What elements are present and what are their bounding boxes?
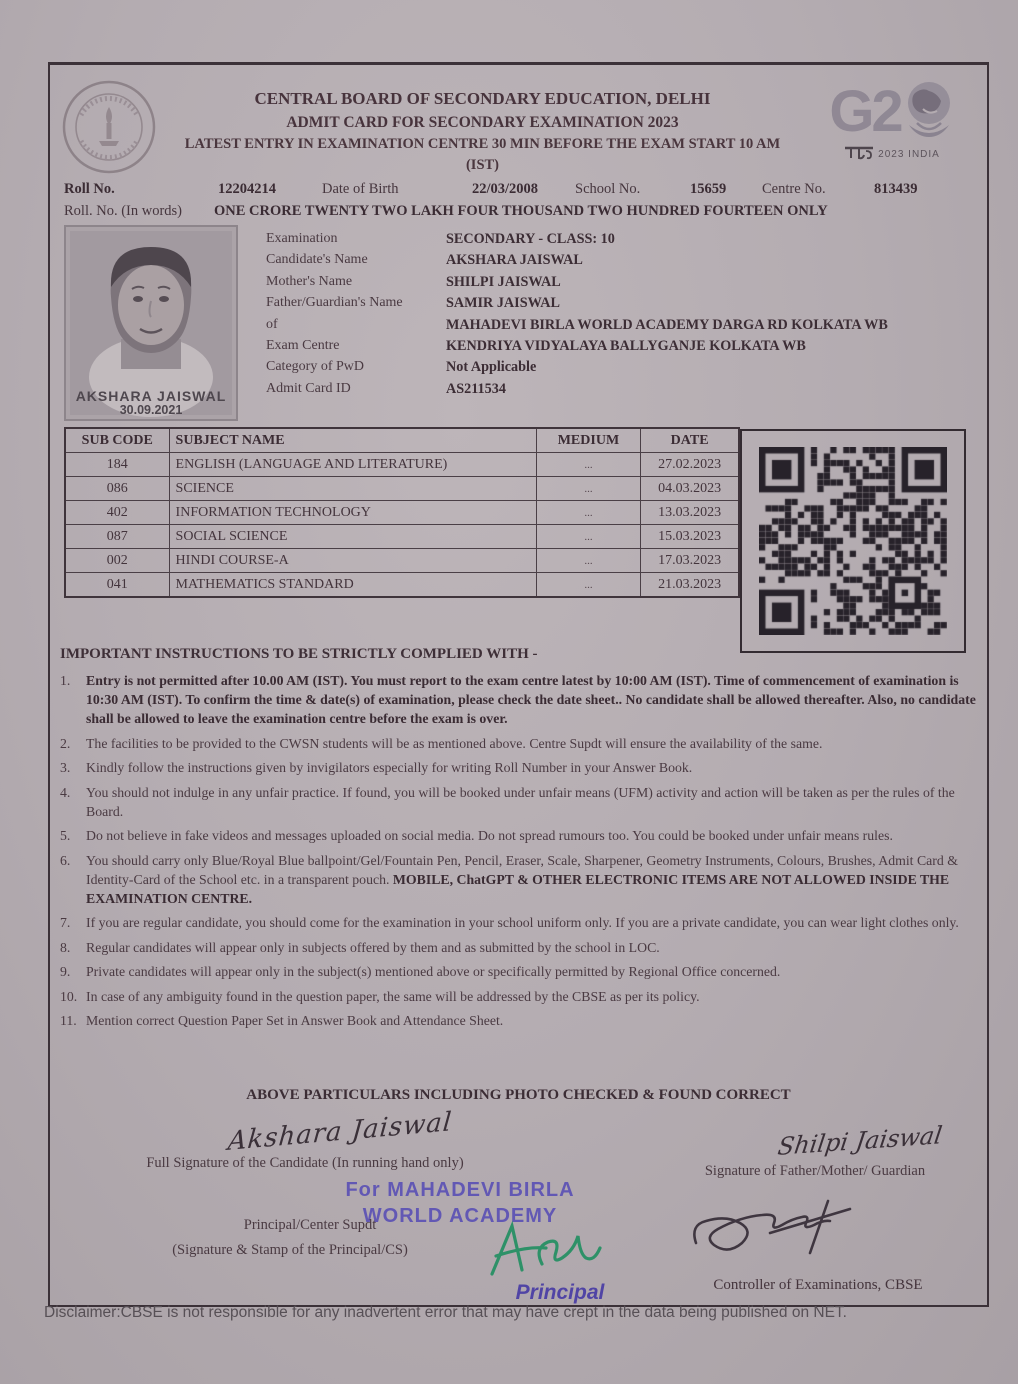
detail-row [266, 295, 966, 316]
instruction-number: 1. [60, 673, 71, 688]
instruction-item [60, 851, 976, 908]
header-titles [168, 73, 797, 176]
instruction-number: 11. [60, 1013, 77, 1029]
detail-value: MAHADEVI BIRLA WORLD ACADEMY DARGA RD KOLKATA WB [446, 316, 888, 333]
detail-row [266, 338, 966, 359]
candidate-photo [64, 225, 238, 421]
instruction-text: Regular candidates will appear only in subjects offered by them and as submitted by the school in LOC. [86, 939, 660, 955]
subject-date: 15.03.2023 [641, 525, 739, 549]
instruction-item [60, 962, 976, 981]
school-no-label: School No. [575, 181, 641, 197]
candidate-details [266, 231, 966, 402]
instruction-item [60, 938, 976, 957]
instruction-text: Kindly follow the instructions given by invigilators especially for writing Roll Number in your Answer Book. [86, 760, 693, 776]
subject-row [65, 573, 739, 598]
instruction-text: You should not indulge in any unfair practice. If found, you will be booked under unfair means (UFM) activity and action will be taken as per the rules of the Board. [86, 784, 955, 819]
controller-caption: Controller of Examinations, CBSE [713, 1277, 923, 1293]
roll-words-value: ONE CRORE TWENTY TWO LAKH FOUR THOUSAND TWO HUNDRED FOURTEEN ONLY [214, 203, 828, 219]
instruction-text: Do not believe in fake videos and messages uploaded on social media. Do not spread rumours too. You could be booked under unfair means rules. [86, 828, 893, 844]
subject-date: 13.03.2023 [641, 501, 739, 525]
col-medium: MEDIUM [536, 428, 641, 453]
subject-medium: ... [536, 453, 641, 477]
instruction-item [60, 783, 976, 821]
subject-name: HINDI COURSE-A [169, 549, 536, 573]
candidate-signature: Akshara Jaiswal [226, 1107, 454, 1157]
detail-row [266, 274, 966, 295]
school-no-value: 15659 [690, 181, 727, 197]
instructions-heading: IMPORTANT INSTRUCTIONS TO BE STRICTLY COMPLIED WITH - [60, 646, 538, 662]
cbse-seal-icon [50, 73, 168, 181]
detail-row [266, 252, 966, 273]
roll-no-value: 12204214 [218, 181, 276, 197]
subject-row [65, 525, 739, 549]
subject-row [65, 453, 739, 477]
subject-date: 04.03.2023 [641, 477, 739, 501]
detail-row [266, 317, 966, 338]
roll-words-label: Roll. No. (In words) [64, 203, 183, 219]
parent-signature-caption: Signature of Father/Mother/ Guardian [704, 1163, 926, 1179]
instructions [60, 646, 976, 1036]
subject-name: ENGLISH (LANGUAGE AND LITERATURE) [169, 453, 536, 477]
instruction-number: 10. [60, 988, 78, 1004]
subject-row [65, 477, 739, 501]
parent-signature: Shilpi Jaiswal [776, 1121, 944, 1161]
instruction-item [60, 758, 976, 777]
instruction-text: If you are regular candidate, you should come for the examination in your school uniform only. If you are a private candidate, you can wear light clothes only. [86, 915, 959, 931]
photo-caption [66, 389, 236, 417]
qr-code-canvas [759, 447, 947, 635]
dob-label: Date of Birth [322, 181, 399, 197]
board-title: CENTRAL BOARD OF SECONDARY EDUCATION, DELHI [254, 89, 711, 108]
instruction-number: 5. [60, 828, 71, 844]
centre-no-value: 813439 [874, 181, 918, 197]
detail-value: AKSHARA JAISWAL [446, 252, 583, 269]
centre-no-label: Centre No. [762, 181, 826, 197]
subject-code: 002 [65, 549, 169, 573]
instruction-item [60, 826, 976, 845]
instruction-text: Private candidates will appear only in the subject(s) mentioned above or specifically permitted by Regional Office concerned. [86, 964, 781, 980]
entry-notice: LATEST ENTRY IN EXAMINATION CENTRE 30 MIN BEFORE THE EXAM START 10 AM (IST) [184, 136, 781, 174]
subject-row [65, 501, 739, 525]
header [50, 73, 987, 181]
roll-no-label: Roll No. [64, 181, 115, 197]
detail-value: KENDRIYA VIDYALAYA BALLYGANJE KOLKATA WB [446, 337, 806, 354]
g20-text: G2 [829, 78, 901, 144]
instruction-text: Entry is not permitted after 10.00 AM (IST). You must report to the exam centre latest by 10:00 AM (IST). Time of commencement of examination is 10:30 AM (IST). To confirm the time & date(s) of examination, please check the date sheet.. No candidate shall be allowed thereafter. Also, no candidate shall be allowed to leave the examination centre before the exam is over. [86, 673, 976, 727]
subject-row [65, 549, 739, 573]
detail-row [266, 359, 966, 380]
detail-value: SAMIR JAISWAL [446, 295, 560, 312]
roll-row [50, 181, 987, 201]
detail-value: SECONDARY - CLASS: 10 [446, 231, 615, 247]
subject-medium: ... [536, 549, 641, 573]
principal-stamp-text: Principal [515, 1281, 605, 1304]
subject-code: 087 [65, 525, 169, 549]
instruction-item [60, 1011, 976, 1030]
detail-label: Admit Card ID [266, 380, 351, 396]
col-sub-code: SUB CODE [65, 428, 169, 453]
school-stamp-line1: For MAHADEVI BIRLA [345, 1179, 575, 1201]
instruction-item [60, 913, 976, 932]
detail-value: SHILPI JAISWAL [446, 273, 561, 290]
subject-date: 21.03.2023 [641, 573, 739, 598]
subject-code: 402 [65, 501, 169, 525]
card-title: ADMIT CARD FOR SECONDARY EXAMINATION 2023 [286, 113, 679, 131]
subject-medium: ... [536, 477, 641, 501]
disclaimer: Disclaimer:CBSE is not responsible for any inadvertent error that may have crept in the data being published on NET. [44, 1304, 847, 1321]
bharat-wordmark [844, 146, 874, 163]
instructions-list [60, 671, 976, 1031]
subject-name: INFORMATION TECHNOLOGY [169, 501, 536, 525]
detail-label: of [266, 316, 278, 332]
candidate-signature-caption: Full Signature of the Candidate (In running hand only) [146, 1155, 464, 1171]
instruction-number: 4. [60, 784, 71, 800]
g20-year-country: 2023 INDIA [878, 149, 940, 160]
instruction-item [60, 734, 976, 753]
col-subject-name: SUBJECT NAME [169, 428, 536, 453]
instruction-number: 7. [60, 915, 71, 931]
detail-label: Examination [266, 231, 338, 246]
instruction-item [60, 671, 976, 728]
subjects-table [64, 427, 740, 598]
instruction-text: Mention correct Question Paper Set in Answer Book and Attendance Sheet. [86, 1013, 504, 1029]
detail-label: Mother's Name [266, 273, 353, 289]
detail-value: AS211534 [446, 380, 506, 397]
instruction-text: The facilities to be provided to the CWSN students will be as mentioned above. Centre Supdt will ensure the availability of the same. [86, 735, 823, 751]
photo-date: 30.09.2021 [119, 402, 183, 417]
detail-label: Candidate's Name [266, 252, 368, 268]
detail-label: Exam Centre [266, 337, 340, 353]
instruction-number: 3. [60, 760, 71, 776]
dob-value: 22/03/2008 [472, 181, 539, 197]
school-stamp-line2: WORLD ACADEMY [362, 1205, 558, 1227]
detail-value: Not Applicable [446, 359, 537, 376]
subject-medium: ... [536, 573, 641, 598]
subjects-header-row [65, 428, 739, 453]
subject-medium: ... [536, 525, 641, 549]
subject-date: 17.03.2023 [641, 549, 739, 573]
subject-name: MATHEMATICS STANDARD [169, 573, 536, 598]
detail-row [266, 231, 966, 252]
admit-card [48, 62, 989, 1307]
principal-caption: (Signature & Stamp of the Principal/CS) [172, 1242, 408, 1258]
globe-lotus-icon [903, 79, 955, 144]
instruction-number: 9. [60, 964, 71, 980]
photo-name: AKSHARA JAISWAL [75, 388, 227, 405]
subject-code: 086 [65, 477, 169, 501]
col-date: DATE [641, 428, 739, 453]
principal-signature [478, 1220, 638, 1287]
detail-row [266, 381, 966, 402]
instruction-text: In case of any ambiguity found in the question paper, the same will be addressed by the CBSE as per its policy. [86, 988, 700, 1004]
roll-words-row [50, 203, 987, 223]
instruction-item [60, 987, 976, 1006]
instruction-number: 6. [60, 852, 71, 868]
detail-label: Father/Guardian's Name [266, 295, 403, 311]
detail-label: Category of PwD [266, 359, 364, 375]
particulars-checked-line: ABOVE PARTICULARS INCLUDING PHOTO CHECKED & FOUND CORRECT [246, 1087, 791, 1103]
subject-code: 041 [65, 573, 169, 598]
subject-name: SOCIAL SCIENCE [169, 525, 536, 549]
subject-date: 27.02.2023 [641, 453, 739, 477]
qr-code [740, 429, 966, 653]
subject-name: SCIENCE [169, 477, 536, 501]
g20-logo [797, 73, 987, 163]
controller-signature [678, 1195, 888, 1268]
subject-medium: ... [536, 501, 641, 525]
instruction-number: 2. [60, 735, 71, 751]
principal-label: Principal/Center Supdt [243, 1217, 377, 1233]
instruction-number: 8. [60, 939, 71, 955]
subject-code: 184 [65, 453, 169, 477]
instruction-text: You should carry only Blue/Royal Blue ballpoint/Gel/Fountain Pen, Pencil, Eraser, Scale, Sharpener, Geometry Instruments, Colours, Brushes, Admit Card & Identity-Card of the School etc. in a transparent pouch. MOBILE, ChatGPT & OTHER ELECTRONIC ITEMS ARE NOT ALLOWED INSIDE THE EXAMINATION CENTRE. [86, 852, 958, 906]
